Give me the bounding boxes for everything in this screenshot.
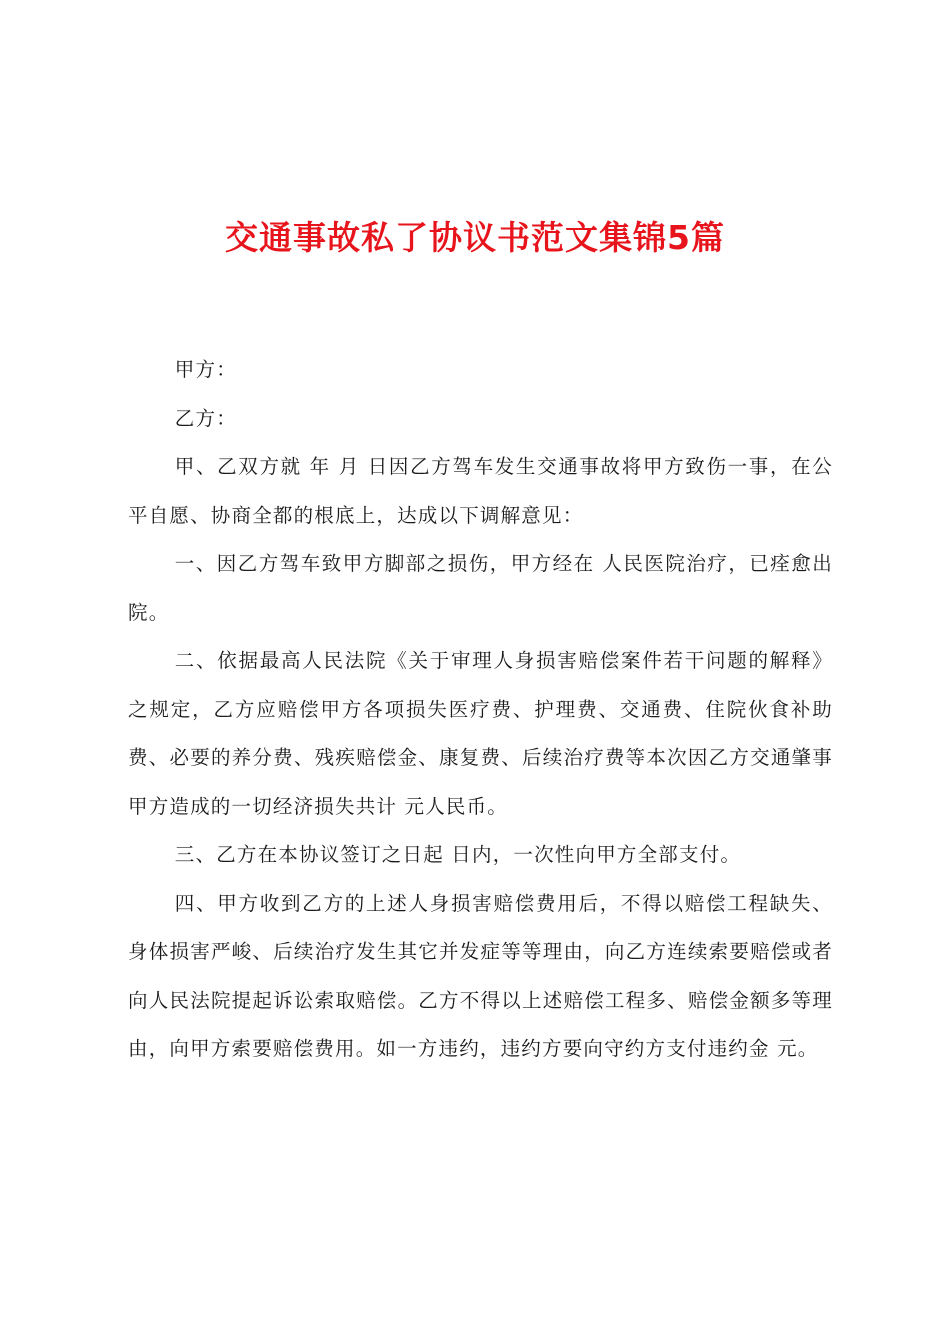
- intro-paragraph: 甲、乙双方就 年 月 日因乙方驾车发生交通事故将甲方致伤一事，在公平自愿、协商全都的根底上，达成以下调解意见：: [128, 455, 833, 527]
- clause-3-paragraph: 三、乙方在本协议签订之日起 日内，一次性向甲方全部支付。: [174, 843, 742, 866]
- party-a-line: 甲方：: [174, 358, 237, 381]
- document-title: 交通事故私了协议书范文集锦5篇: [225, 218, 725, 257]
- clause-1-paragraph: 一、因乙方驾车致甲方脚部之损伤，甲方经在 人民医院治疗，已痊愈出院。: [128, 552, 833, 624]
- party-b-line: 乙方：: [174, 406, 237, 430]
- document-body: [128, 346, 833, 1074]
- clause-2-paragraph: 二、依据最高人民法院《关于审理人身损害赔偿案件若干问题的解释》之规定，乙方应赔偿甲方各项损失医疗费、护理费、交通费、住院伙食补助费、必要的养分费、残疾赔偿金、康复费、后续治疗费等本次因乙方交通肇事甲方造成的一切经济损失共计 元人民币。: [128, 649, 833, 818]
- clause-4-paragraph: 四、甲方收到乙方的上述人身损害赔偿费用后，不得以赔偿工程缺失、身体损害严峻、后续治疗发生其它并发症等等理由，向乙方连续索要赔偿或者向人民法院提起诉讼索取赔偿。乙方不得以上述赔偿工程多、赔偿金额多等理由，向甲方索要赔偿费用。如一方违约，违约方要向守约方支付违约金 元。: [128, 891, 833, 1060]
